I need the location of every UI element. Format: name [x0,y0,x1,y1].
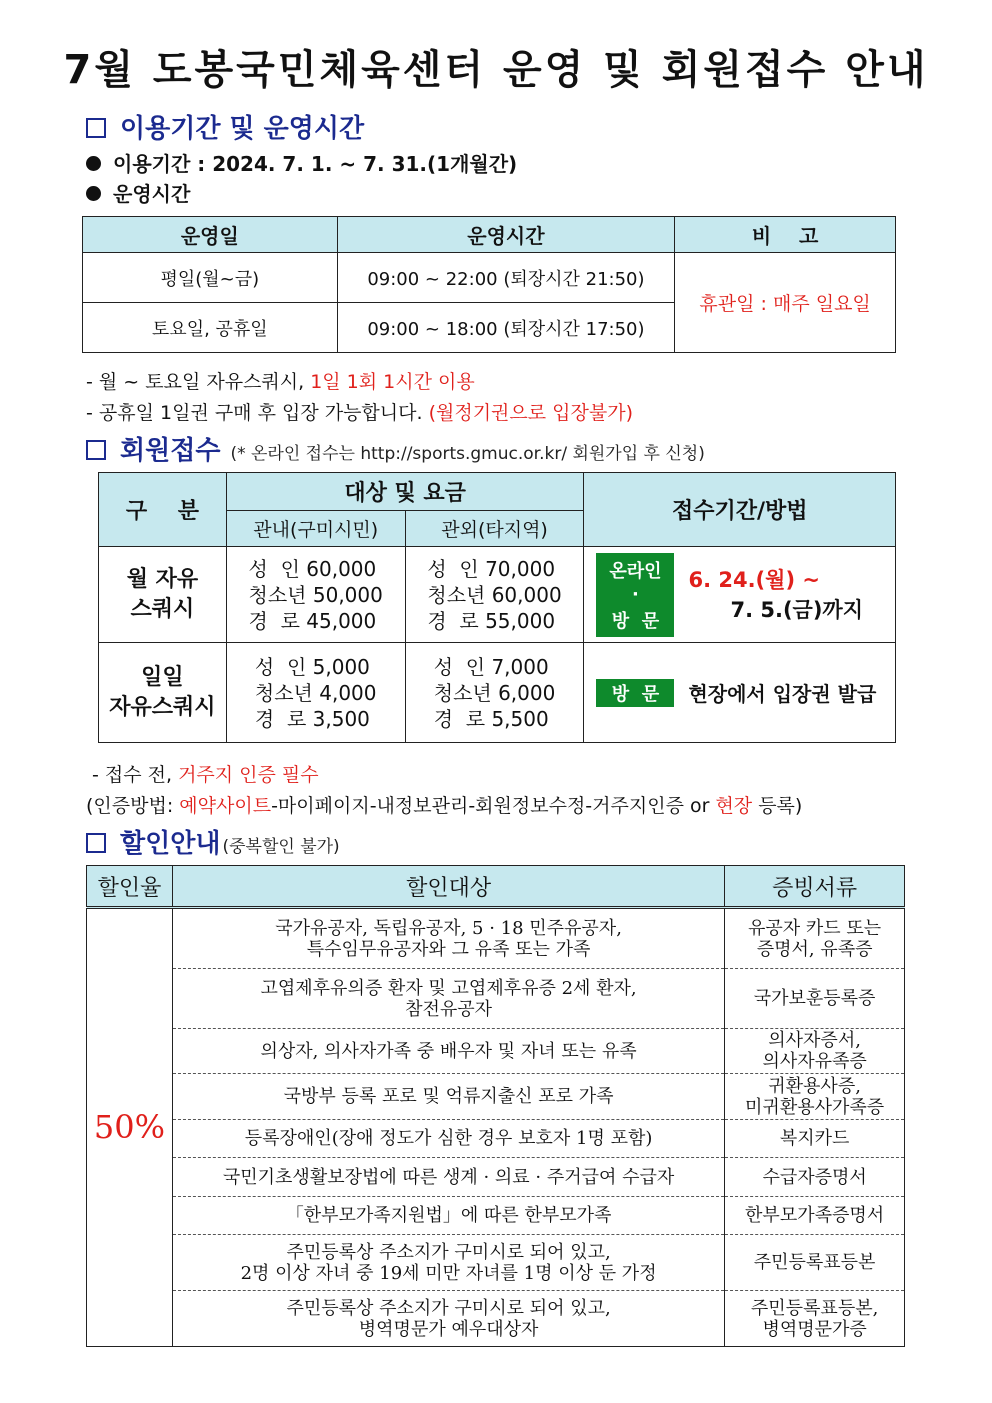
discount-target-row: 고엽제후유의증 환자 및 고엽제후유증 2세 환자, 참전유공자 [172,969,724,1029]
hours-text: 운영시간 [113,182,191,206]
discount-target-row: 주민등록상 주소지가 구미시로 되어 있고, 2명 이상 자녀 중 19세 미만 자녀를 1명 이상 둔 가정 [172,1235,724,1291]
checkbox-square-icon [86,118,106,138]
section-usage-heading [86,108,364,145]
header-target: 할인대상 [172,866,724,908]
checkbox-square-icon [86,440,106,460]
discount-document-row: 수급자증명서 [725,1158,905,1197]
onsite-ticket-text: 현장에서 입장권 발급 [688,682,877,706]
header-method: 접수기간/방법 [584,473,896,547]
usage-period-bullet [86,148,517,177]
header-target-fee: 대상 및 요금 [226,473,584,511]
bullet-dot-icon [86,186,101,201]
visit-badge: 방 문 [596,679,674,707]
category-monthly: 월 자유 스쿼시 [99,547,227,643]
discount-table [86,865,905,1347]
discount-target-row: 등록장애인(장애 정도가 심한 경우 보호자 1명 포함) [172,1120,724,1158]
section-discount-title: 할인안내 [120,829,221,859]
online-visit-badge: 온라인 · 방 문 [596,553,674,637]
note-holiday-pass: - 공휴일 1일권 구매 후 입장 가능합니다. (월정기권으로 입장불가) [86,402,633,424]
weekend-hours: 09:00 ~ 18:00 (퇴장시간 17:50) [337,303,675,353]
hours-table [82,216,896,353]
monthly-method [584,547,896,643]
discount-target-row: 의상자, 의사자가족 중 배우자 및 자녀 또는 유족 [172,1029,724,1074]
section-registration-heading [86,430,705,467]
note-squash-limit: - 월 ~ 토요일 자유스쿼시, 1일 1회 1시간 이용 [86,371,475,393]
discount-target-row: 국가유공자, 독립유공자, 5 · 18 민주유공자, 특수임무유공자와 그 유족 또는 가족 [172,908,724,969]
header-documents: 증빙서류 [725,866,905,908]
discount-rate: 50% [87,908,173,1347]
closed-day-remark: 휴관일 : 매주 일요일 [675,253,896,353]
checkbox-square-icon [86,833,106,853]
discount-document-row: 국가보훈등록증 [725,969,905,1029]
header-outside: 관외(타지역) [405,511,584,547]
discount-target-row: 주민등록상 주소지가 구미시로 되어 있고, 병역명문가 예우대상자 [172,1291,724,1347]
discount-document-row: 귀환용사증, 미귀환용사가족증 [725,1074,905,1120]
hours-bullet [86,178,190,207]
category-daily: 일일 자유스쿼시 [99,643,227,743]
page-title: 7월 도봉국민체육센터 운영 및 회원접수 안내 [63,47,929,93]
section-registration-title: 회원접수 [120,436,221,466]
discount-document-row: 의사자증서, 의사자유족증 [725,1029,905,1074]
header-inside: 관내(구미시민) [226,511,405,547]
registration-period: 6. 24.(월) ~ 7. 5.(금)까지 [688,567,863,622]
note-verification-method: (인증방법: 예약사이트-마이페이지-내정보관리-회원정보수정-거주지인증 or 현장 등록) [86,795,803,817]
weekday-hours: 09:00 ~ 22:00 (퇴장시간 21:50) [337,253,675,303]
online-registration-note: (* 온라인 접수는 http://sports.gmuc.or.kr/ 회원가입 후 신청) [230,444,705,464]
monthly-inside-fees: 성 인 60,000 청소년 50,000 경 로 45,000 [226,547,405,643]
weekday-label: 평일(월~금) [83,253,338,303]
daily-outside-fees: 성 인 7,000 청소년 6,000 경 로 5,500 [405,643,584,743]
discount-target-row: 국방부 등록 포로 및 억류지출신 포로 가족 [172,1074,724,1120]
header-rate: 할인율 [87,866,173,908]
header-day: 운영일 [83,217,338,253]
discount-target-row: 「한부모가족지원법」에 따른 한부모가족 [172,1197,724,1235]
discount-target-row: 국민기초생활보장법에 따른 생계 · 의료 · 주거급여 수급자 [172,1158,724,1197]
no-duplicate-discount-note: (중복할인 불가) [222,837,340,857]
header-category: 구 분 [99,473,227,547]
weekend-label: 토요일, 공휴일 [83,303,338,353]
header-time: 운영시간 [337,217,675,253]
daily-method [584,643,896,743]
usage-period-text: 이용기간 : 2024. 7. 1. ~ 7. 31.(1개월간) [113,152,518,176]
discount-document-row: 주민등록표등본, 병역명문가증 [725,1291,905,1347]
discount-document-row: 주민등록표등본 [725,1235,905,1291]
bullet-dot-icon [86,156,101,171]
registration-table [98,472,896,743]
daily-inside-fees: 성 인 5,000 청소년 4,000 경 로 3,500 [226,643,405,743]
monthly-outside-fees: 성 인 70,000 청소년 60,000 경 로 55,000 [405,547,584,643]
discount-document-row: 한부모가족증명서 [725,1197,905,1235]
section-discount-heading [86,823,340,860]
section-usage-title: 이용기간 및 운영시간 [120,114,365,144]
discount-document-row: 복지카드 [725,1120,905,1158]
discount-document-row: 유공자 카드 또는 증명서, 유족증 [725,908,905,969]
note-residence-required: - 접수 전, 거주지 인증 필수 [92,764,319,786]
header-remark: 비 고 [675,217,896,253]
